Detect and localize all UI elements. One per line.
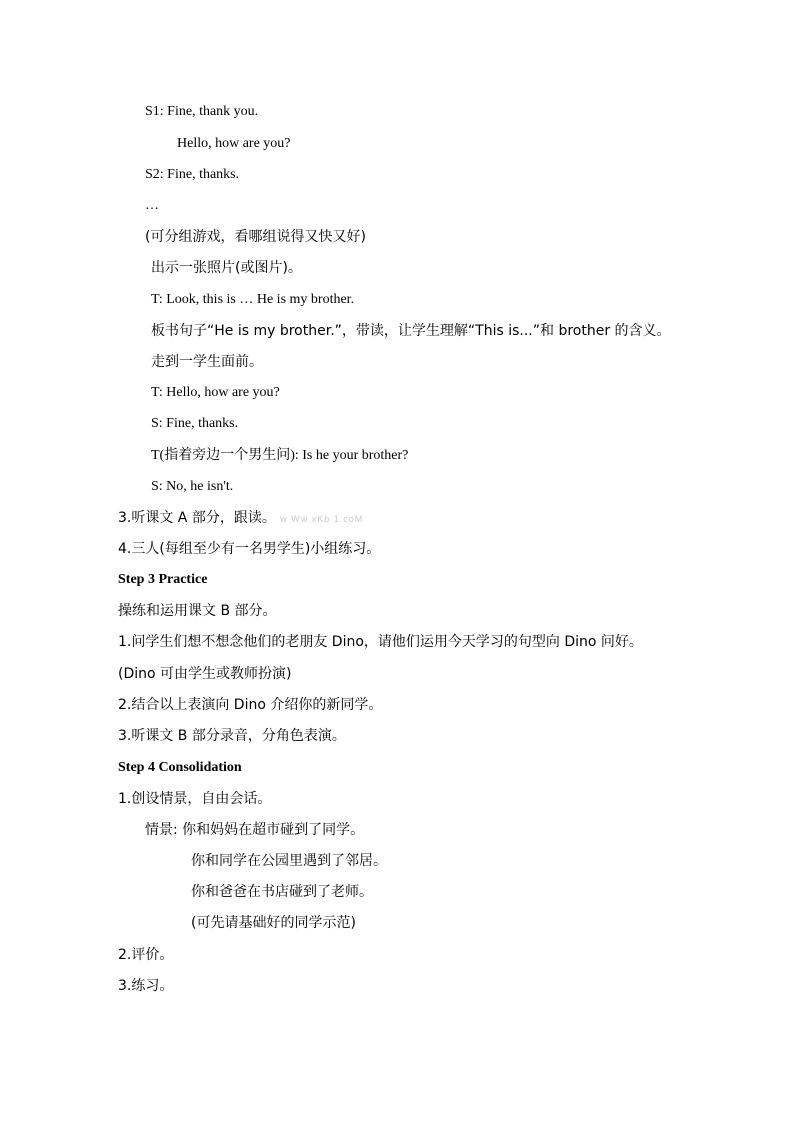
step3-heading: Step 3 Practice [118,572,208,587]
show-photo: 出示一张照片(或图片)。 [151,260,302,276]
board-sentence: 板书句子“He is my brother.”，带读，让学生理解“This is...”和 brother 的含义。 [151,323,671,339]
scene-3: 你和爸爸在书店碰到了老师。 [191,884,373,900]
combine-introduce: 2.结合以上表演向 Dino 介绍你的新同学。 [118,697,383,713]
scene-2: 你和同学在公园里遇到了邻居。 [191,853,387,869]
scene-4: (可先请基础好的同学示范) [191,915,356,931]
dialogue-s1: S1: Fine, thank you. [145,104,259,119]
evaluate: 2.评价。 [118,947,174,963]
listen-part-a [118,508,363,529]
ask-dino: 1.问学生们想不想念他们的老朋友 Dino，请他们运用今天学习的句型向 Dino 问好。(Dino 可由学生或教师扮演) [118,634,643,682]
listen-part-b: 3.听课文 B 部分录音，分角色表演。 [118,728,346,744]
teacher-point: T(指着旁边一个男生问): Is he your brother? [151,448,409,463]
teacher-hello: T: Hello, how are you? [151,385,280,400]
exercise: 3.练习。 [118,978,174,994]
create-scene: 1.创设情景，自由会话。 [118,791,272,807]
dialogue-ellipsis: … [145,198,159,213]
three-people-practice: 4.三人(每组至少有一名男学生)小组练习。 [118,541,381,557]
listen-part-a-text: 3.听课文 A 部分，跟读。 [118,510,276,526]
teacher-look: T: Look, this is … He is my brother. [151,292,355,307]
student-fine: S: Fine, thanks. [151,416,239,431]
dialogue-hello: Hello, how are you? [177,136,291,151]
scene-1: 情景: 你和妈妈在超市碰到了同学。 [145,822,365,838]
watermark: w Ww xKb 1.coM [280,514,364,524]
walk-to-student: 走到一学生面前。 [151,354,263,370]
student-no: S: No, he isn't. [151,479,234,494]
step4-heading: Step 4 Consolidation [118,760,242,775]
dialogue-s2: S2: Fine, thanks. [145,167,240,182]
practice-part-b: 操练和运用课文 B 部分。 [118,603,277,619]
group-game-note: (可分组游戏，看哪组说得又快又好) [145,229,366,245]
